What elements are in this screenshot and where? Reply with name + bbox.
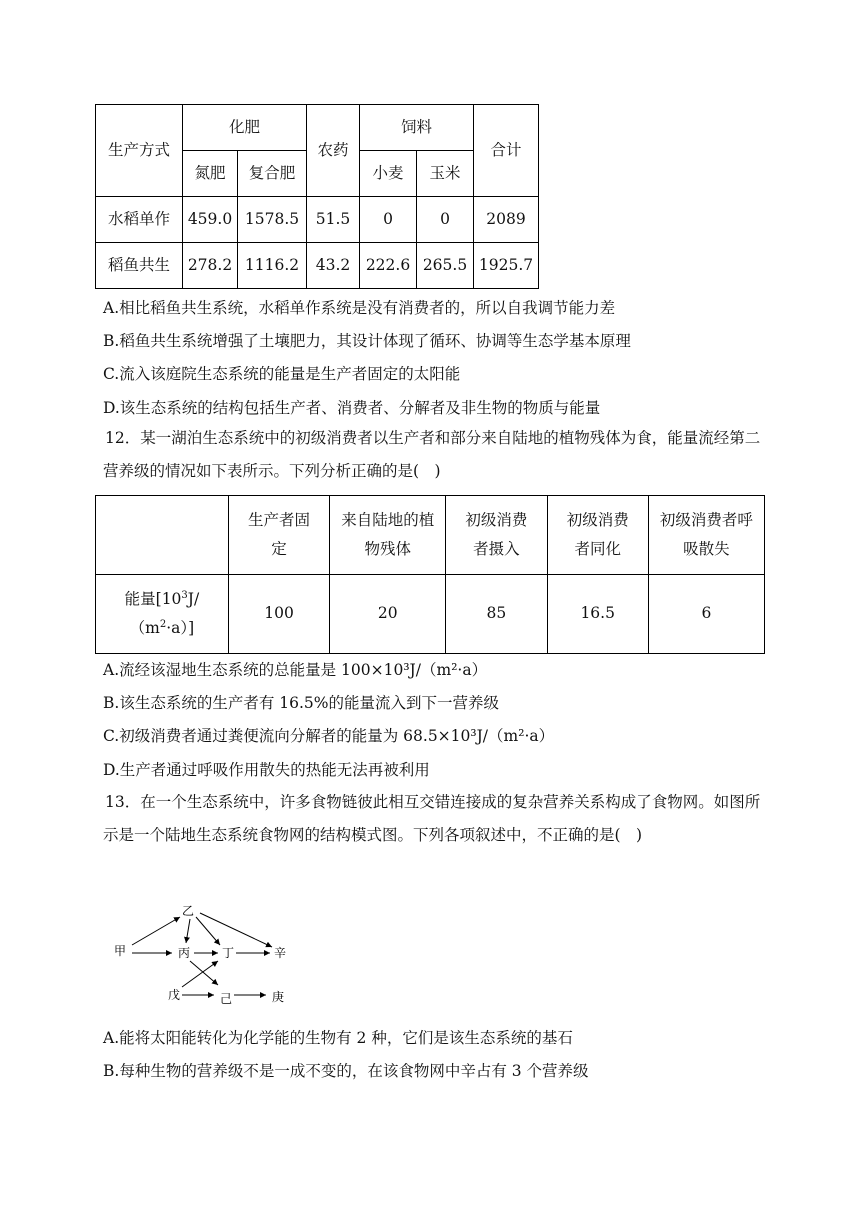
- q12-option-a: A.流经该湿地生态系统的总能量是 100×10³J/（m²·a）: [103, 661, 488, 679]
- cell: 222.6: [360, 243, 417, 289]
- th-land-residue: 来自陆地的植物残体: [330, 496, 446, 575]
- cell: 0: [417, 197, 474, 243]
- cell: 51.5: [307, 197, 360, 243]
- cell: 459.0: [183, 197, 238, 243]
- cell: 43.2: [307, 243, 360, 289]
- food-web-diagram: [110, 895, 310, 1015]
- q11-option-d: D.该生态系统的结构包括生产者、消费者、分解者及非生物的物质与能量: [103, 399, 601, 417]
- q11-option-c: C.流入该庭院生态系统的能量是生产者固定的太阳能: [103, 365, 461, 383]
- th-nitrogen: 氮肥: [183, 151, 238, 197]
- th-compound: 复合肥: [238, 151, 307, 197]
- th-pesticide: 农药: [307, 105, 360, 197]
- cell: 0: [360, 197, 417, 243]
- cell: 20: [330, 575, 446, 654]
- th-total: 合计: [474, 105, 539, 197]
- q12-option-b: B.该生态系统的生产者有 16.5%的能量流入到下一营养级: [103, 694, 499, 712]
- cell: 1116.2: [238, 243, 307, 289]
- arrow-wu-ding: [182, 961, 218, 987]
- cell: 1578.5: [238, 197, 307, 243]
- table-row: [96, 197, 539, 243]
- th-respiration: 初级消费者呼吸散失: [648, 496, 764, 575]
- arrow-jia-yi: [132, 917, 180, 945]
- arrow-yi-xin: [200, 913, 272, 947]
- cell: 265.5: [417, 243, 474, 289]
- cell: 水稻单作: [96, 197, 183, 243]
- cell: 85: [446, 575, 547, 654]
- th-fertilizer: 化肥: [183, 105, 307, 151]
- cell: 16.5: [547, 575, 648, 654]
- th-intake: 初级消费者摄入: [446, 496, 547, 575]
- cell: 6: [648, 575, 764, 654]
- node-bing: 丙: [178, 946, 191, 960]
- node-xin: 辛: [274, 946, 287, 960]
- th-producer: 生产者固定: [228, 496, 329, 575]
- cell: 1925.7: [474, 243, 539, 289]
- node-wu: 戊: [168, 988, 181, 1002]
- cell: 2089: [474, 197, 539, 243]
- node-ji: 己: [220, 992, 233, 1006]
- cell: 稻鱼共生: [96, 243, 183, 289]
- arrow-yi-bing: [186, 919, 190, 943]
- cell: 100: [228, 575, 329, 654]
- node-geng: 庚: [272, 990, 285, 1004]
- q13-option-a: A.能将太阳能转化为化学能的生物有 2 种，它们是该生态系统的基石: [103, 1029, 573, 1047]
- q12-stem: 12．某一湖泊生态系统中的初级消费者以生产者和部分来自陆地的植物残体为食，能量流经第二营养级的情况如下表所示。下列分析正确的是( ): [103, 429, 761, 480]
- th-feed: 饲料: [360, 105, 474, 151]
- th-corn: 玉米: [417, 151, 474, 197]
- th-method: 生产方式: [96, 105, 183, 197]
- energy-table: [95, 495, 765, 654]
- th-empty: [96, 496, 229, 575]
- q11-option-b: B.稻鱼共生系统增强了土壤肥力，其设计体现了循环、协调等生态学基本原理: [103, 332, 631, 350]
- th-wheat: 小麦: [360, 151, 417, 197]
- node-jia: 甲: [114, 944, 127, 958]
- cell: 278.2: [183, 243, 238, 289]
- q13-stem: 13．在一个生态系统中，许多食物链彼此相互交错连接成的复杂营养关系构成了食物网。如图所示是一个陆地生态系统食物网的结构模式图。下列各项叙述中，不正确的是( ): [103, 793, 761, 844]
- q12-option-c: C.初级消费者通过粪便流向分解者的能量为 68.5×10³J/（m²·a）: [103, 727, 555, 745]
- q12-option-d: D.生产者通过呼吸作用散失的热能无法再被利用: [103, 761, 430, 779]
- q11-option-a: A.相比稻鱼共生系统，水稻单作系统是没有消费者的，所以自我调节能力差: [103, 299, 616, 317]
- fertilizer-table: [95, 104, 539, 289]
- q13-option-b: B.每种生物的营养级不是一成不变的，在该食物网中辛占有 3 个营养级: [103, 1062, 589, 1080]
- th-assimilation: 初级消费者同化: [547, 496, 648, 575]
- table-row: [96, 575, 765, 654]
- row-label: 能量$[10^3J/(m^2\cdot a)]$: [96, 575, 229, 654]
- node-yi: 乙: [182, 904, 195, 918]
- table-row: [96, 243, 539, 289]
- node-ding: 丁: [222, 946, 235, 960]
